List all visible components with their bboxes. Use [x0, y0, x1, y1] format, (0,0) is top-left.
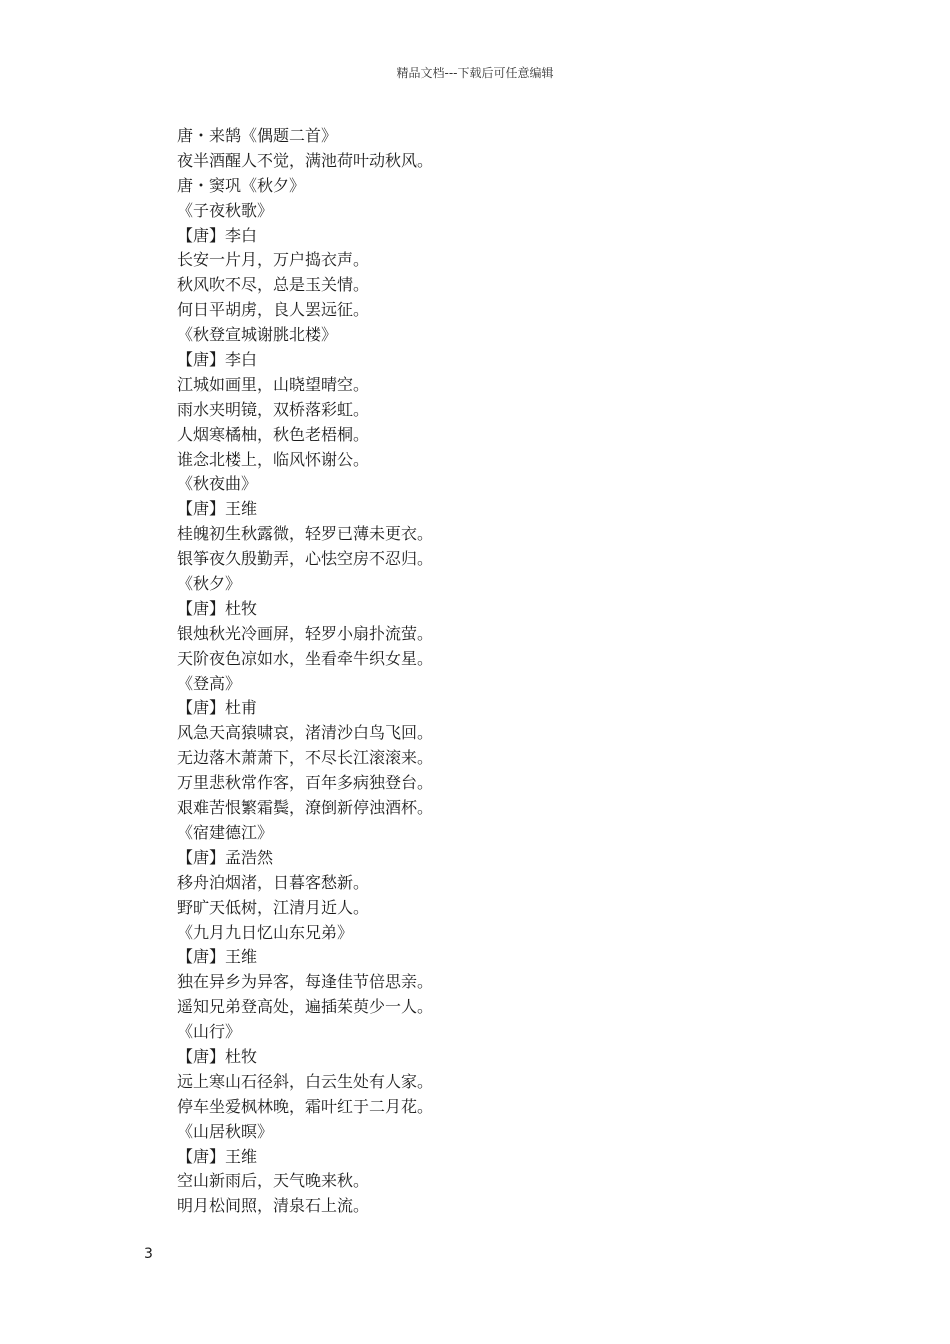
text-line: 江城如画里，山晓望晴空。 [177, 374, 370, 394]
text-line: 空山新雨后，天气晚来秋。 [177, 1171, 370, 1191]
text-line: 《秋夜曲》 [177, 474, 258, 494]
text-line: 明月松间照，清泉石上流。 [177, 1196, 370, 1216]
text-line: 银筝夜久殷勤弄，心怯空房不忍归。 [177, 549, 434, 569]
text-line: 无边落木萧萧下，不尽长江滚滚来。 [177, 748, 434, 768]
poem-text-body [177, 124, 877, 1219]
text-line: 【唐】王维 [177, 1146, 258, 1166]
text-line: 风急天高猿啸哀，渚清沙白鸟飞回。 [177, 723, 434, 743]
text-line: 【唐】孟浩然 [177, 847, 274, 867]
text-line: 雨水夹明镜，双桥落彩虹。 [177, 399, 370, 419]
text-line: 远上寒山石径斜，白云生处有人家。 [177, 1071, 434, 1091]
text-line: 秋风吹不尽，总是玉关情。 [177, 275, 370, 295]
text-line: 唐・来鹄《偶题二首》 [177, 126, 338, 145]
page-header: 精品文档---下载后可任意编辑 [396, 66, 554, 80]
text-line: 《山行》 [177, 1022, 242, 1042]
text-line: 人烟寒橘柚，秋色老梧桐。 [177, 424, 370, 444]
text-line: 《山居秋暝》 [177, 1121, 274, 1141]
text-line: 艰难苦恨繁霜鬓，潦倒新停浊酒杯。 [177, 798, 434, 818]
text-line: 万里悲秋常作客，百年多病独登台。 [177, 773, 434, 793]
text-line: 唐・窦巩《秋夕》 [177, 175, 306, 195]
text-line: 独在异乡为异客，每逢佳节倍思亲。 [177, 972, 434, 992]
text-line: 停车坐爱枫林晚，霜叶红于二月花。 [177, 1096, 434, 1116]
text-line: 何日平胡虏，良人罢远征。 [177, 300, 370, 320]
text-line: 【唐】王维 [177, 499, 258, 519]
text-line: 《登高》 [177, 673, 242, 693]
text-line: 《九月九日忆山东兄弟》 [177, 922, 354, 942]
text-line: 天阶夜色凉如水，坐看牵牛织女星。 [177, 648, 434, 668]
text-line: 【唐】杜甫 [177, 698, 258, 718]
text-line: 《子夜秋歌》 [177, 200, 274, 220]
text-line: 移舟泊烟渚，日暮客愁新。 [177, 872, 370, 892]
text-line: 遥知兄弟登高处，遍插茱萸少一人。 [177, 997, 434, 1017]
text-line: 【唐】李白 [177, 225, 258, 245]
text-line: 【唐】杜牧 [177, 598, 258, 618]
text-line: 长安一片月，万户捣衣声。 [177, 250, 370, 270]
text-line: 《宿建德江》 [177, 822, 274, 842]
text-line: 桂魄初生秋露微，轻罗已薄未更衣。 [177, 524, 434, 544]
page-number: 3 [144, 1246, 153, 1262]
text-line: 【唐】李白 [177, 350, 258, 370]
text-line: 《秋登宣城谢朓北楼》 [177, 325, 338, 345]
text-line: 【唐】杜牧 [177, 1046, 258, 1066]
text-line: 【唐】王维 [177, 947, 258, 967]
text-line: 《秋夕》 [177, 574, 242, 594]
text-line: 银烛秋光冷画屏，轻罗小扇扑流萤。 [177, 623, 434, 643]
text-line: 谁念北楼上，临风怀谢公。 [177, 449, 370, 469]
text-line: 夜半酒醒人不觉，满池荷叶动秋风。 [177, 150, 434, 170]
text-line: 野旷天低树，江清月近人。 [177, 897, 370, 917]
